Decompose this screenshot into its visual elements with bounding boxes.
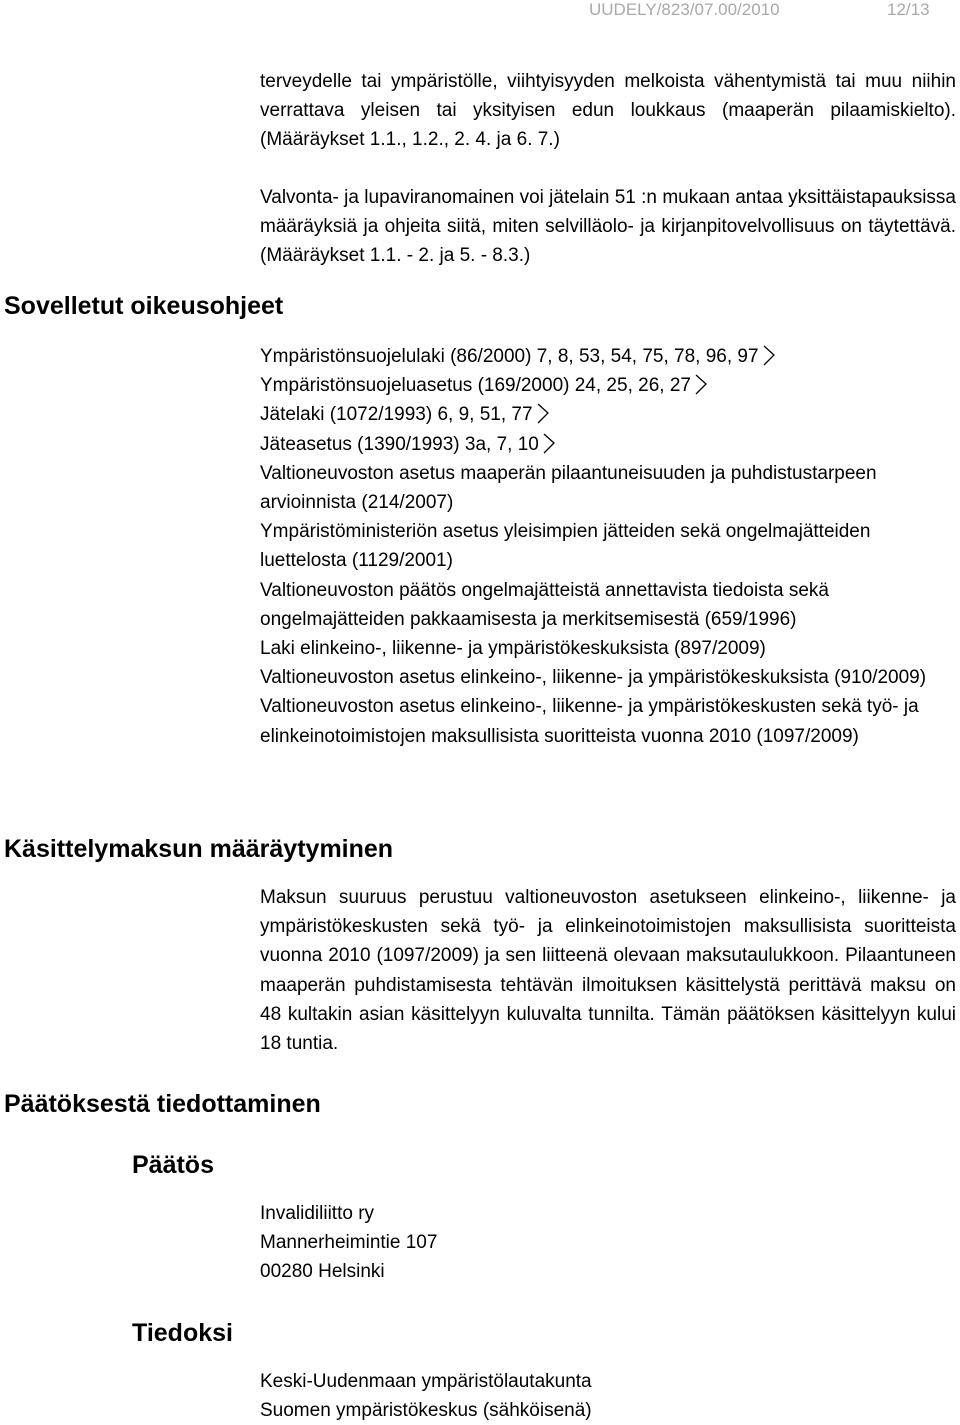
recipient-street: Mannerheimintie 107 [260,1232,438,1254]
law-ref: Valtioneuvoston päätös ongelmajätteistä annettavista tiedoista sekä ongelmajätteiden pakkaamisesta ja merkitsemisestä (659/1996) [260,579,829,630]
law-ref [260,430,956,459]
fee-text: Maksun suuruus perustuu valtioneuvoston asetukseen elinkeino-, liikenne- ja ympäristökeskusten sekä työ- ja elinkeinotoimistojen maksullisista suoritteista vuonna 2010 (1097/2009) ja sen liitteenä olevaan maksutaulukkoon. Pilaantuneen maaperän puhdistamisesta tehtävän ilmoituksen käsittelystä perittävä maksu on 48 kultakin asian käsittelyyn kuluvalta tunnilta. Tämän päätöksen käsittelyyn kului 18 tuntia. [260,887,956,1055]
law-ref-text: Jätelaki (1072/1993) 6, 9, 51, 77 [260,404,533,426]
info-recipient: Suomen ympäristökeskus (sähköisenä) [260,1400,592,1422]
intro-text-1: terveydelle tai ympäristölle, viihtyisyyden melkoista vähentymistä tai muu niihin verrattava yleisen tai yksityisen edun loukkaus (maaperän pilaamiskielto). (Määräykset 1.1., 1.2., 2. 4. ja 6. 7.) [260,71,956,151]
law-ref: Ympäristöministeriön asetus yleisimpien jätteiden sekä ongelmajätteiden luettelosta (1129/2001) [260,521,871,572]
intro-text-2: Valvonta- ja lupaviranomainen voi jätelain 51 :n mukaan antaa yksittäistapauksissa määräyksiä ja ohjeita siitä, miten selvilläolo- ja kirjanpitovelvollisuus on täytettävä. (Määräykset 1.1. - 2. ja 5. - 8.3.) [260,187,956,267]
law-ref [260,400,956,429]
recipient-postal: 00280 Helsinki [260,1261,385,1283]
applied-law-list [260,342,956,751]
section-sign-icon [763,345,775,366]
notification-heading: Päätöksestä tiedottaminen [4,1090,321,1118]
law-ref-text: Jäteasetus (1390/1993) 3a, 7, 10 [260,433,539,455]
law-ref [260,371,956,400]
section-sign-icon [543,433,555,454]
fee-heading: Käsittelymaksun määräytyminen [4,835,394,863]
intro-paragraph-1 [260,67,956,155]
recipient-name: Invalidiliitto ry [260,1203,375,1224]
law-ref-text: Ympäristönsuojelulaki (86/2000) 7, 8, 53, 54, 75, 78, 96, 97 [260,346,759,367]
law-ref: Laki elinkeino-, liikenne- ja ympäristökeskuksista (897/2009) [260,638,766,660]
info-recipients [260,1367,592,1425]
section-sign-icon [695,374,707,395]
decision-recipient [260,1199,437,1287]
law-ref: Valtioneuvoston asetus elinkeino-, liikenne- ja ympäristökeskuksista (910/2009) [260,667,927,689]
law-ref: Valtioneuvoston asetus maaperän pilaantuneisuuden ja puhdistustarpeen arvioinnista (214/2007) [260,462,877,514]
page-number: 12/13 [887,0,930,19]
law-ref-text: Ympäristönsuojeluasetus (169/2000) 24, 25, 26, 27 [260,375,691,397]
info-recipient: Keski-Uudenmaan ympäristölautakunta [260,1371,592,1392]
info-heading: Tiedoksi [132,1319,233,1347]
section-sign-icon [537,403,549,424]
law-ref: Valtioneuvoston asetus elinkeino-, liikenne- ja ympäristökeskusten sekä työ- ja elinkeinotoimistojen maksullisista suoritteista vuonna 2010 (1097/2009) [260,696,919,747]
applied-law-heading: Sovelletut oikeusohjeet [4,292,284,320]
intro-paragraph-2 [260,183,956,271]
document-reference: UUDELY/823/07.00/2010 [589,0,780,19]
law-ref [260,342,956,371]
decision-heading: Päätös [132,1151,214,1179]
fee-paragraph [260,883,956,1058]
